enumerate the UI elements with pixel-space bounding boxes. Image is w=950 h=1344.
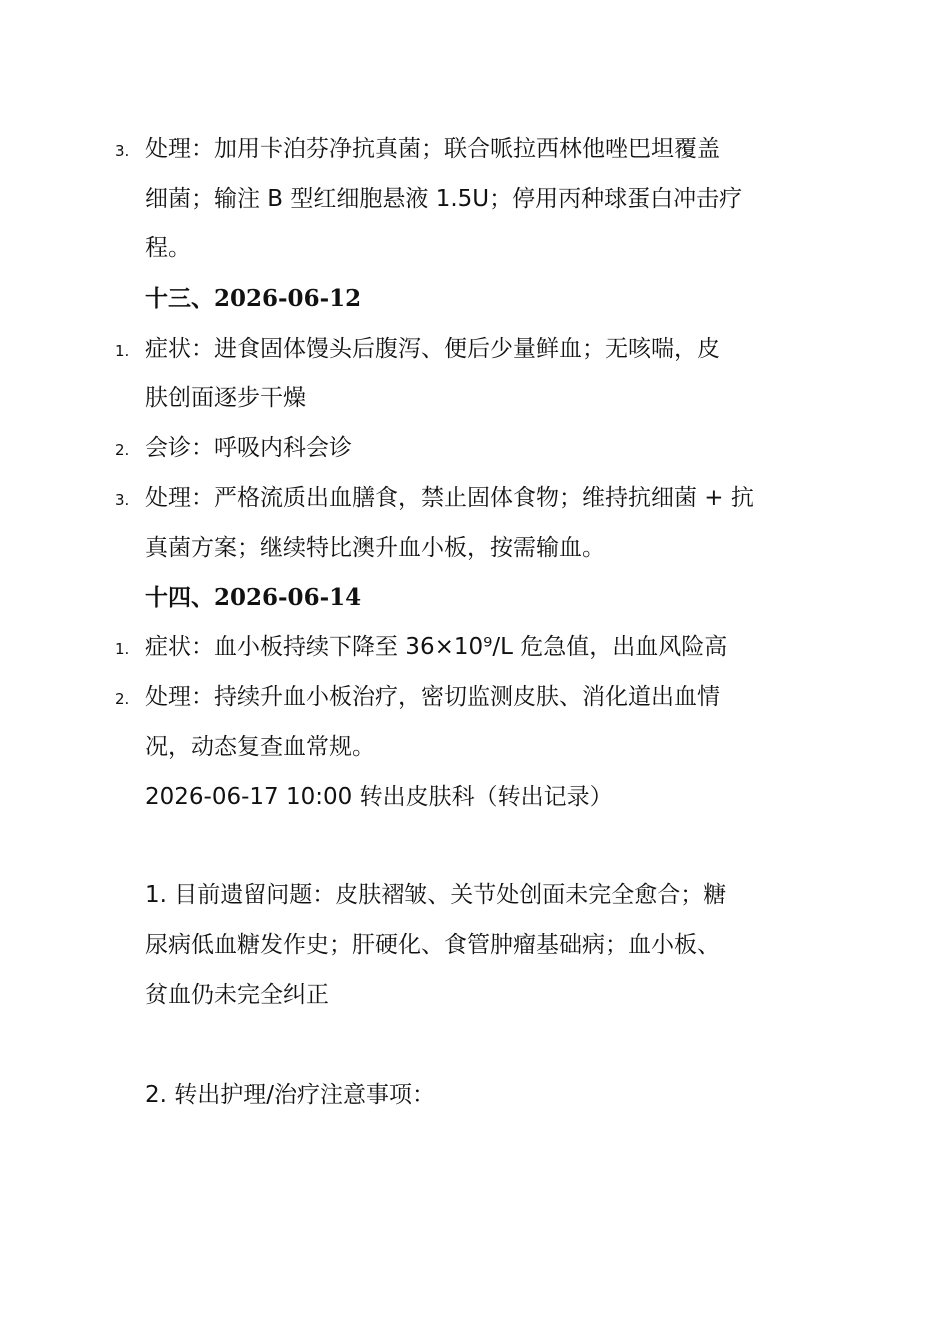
list-number: 2. [115, 441, 130, 459]
list-number: 1. [115, 640, 130, 658]
treatment-line-1: 处理：持续升血小板治疗，密切监测皮肤、消化道出血情 [145, 684, 720, 710]
treatment-line-2: 真菌方案；继续特比澳升血小板，按需输血。 [145, 535, 605, 561]
symptom-line: 症状：血小板持续下降至 36×10⁹/L 危急值，出血风险高 [145, 634, 728, 660]
list-number: 3. [115, 142, 130, 160]
symptom-line-2: 肤创面逐步干燥 [145, 385, 306, 411]
list-number: 1. [115, 342, 130, 360]
treatment-line-1: 处理：严格流质出血膳食，禁止固体食物；维持抗细菌 + 抗 [145, 485, 754, 511]
symptom-line-1: 症状：进食固体馒头后腹泻、便后少量鲜血；无咳喘，皮 [145, 336, 720, 362]
remaining-issues-line-2: 尿病低血糖发作史；肝硬化、食管肿瘤基础病；血小板、 [145, 932, 720, 958]
consultation-line: 会诊：呼吸内科会诊 [145, 435, 352, 461]
section-heading-13: 十三、2026-06-12 [145, 285, 362, 312]
treatment-line-1: 处理：加用卡泊芬净抗真菌；联合哌拉西林他唑巴坦覆盖 [145, 136, 720, 162]
treatment-line-3: 程。 [145, 235, 191, 261]
section-heading-14: 十四、2026-06-14 [145, 584, 362, 611]
transfer-record-title: 2026-06-17 10:00 转出皮肤科（转出记录） [145, 784, 613, 810]
list-number: 2. [115, 690, 130, 708]
remaining-issues-line-3: 贫血仍未完全纠正 [145, 982, 329, 1008]
remaining-issues-line-1: 1. 目前遗留问题：皮肤褶皱、关节处创面未完全愈合；糖 [145, 882, 727, 908]
transfer-notes-heading: 2. 转出护理/治疗注意事项： [145, 1082, 436, 1108]
treatment-line-2: 况，动态复查血常规。 [145, 734, 375, 760]
treatment-line-2: 细菌；输注 B 型红细胞悬液 1.5U；停用丙种球蛋白冲击疗 [145, 186, 743, 212]
list-number: 3. [115, 491, 130, 509]
